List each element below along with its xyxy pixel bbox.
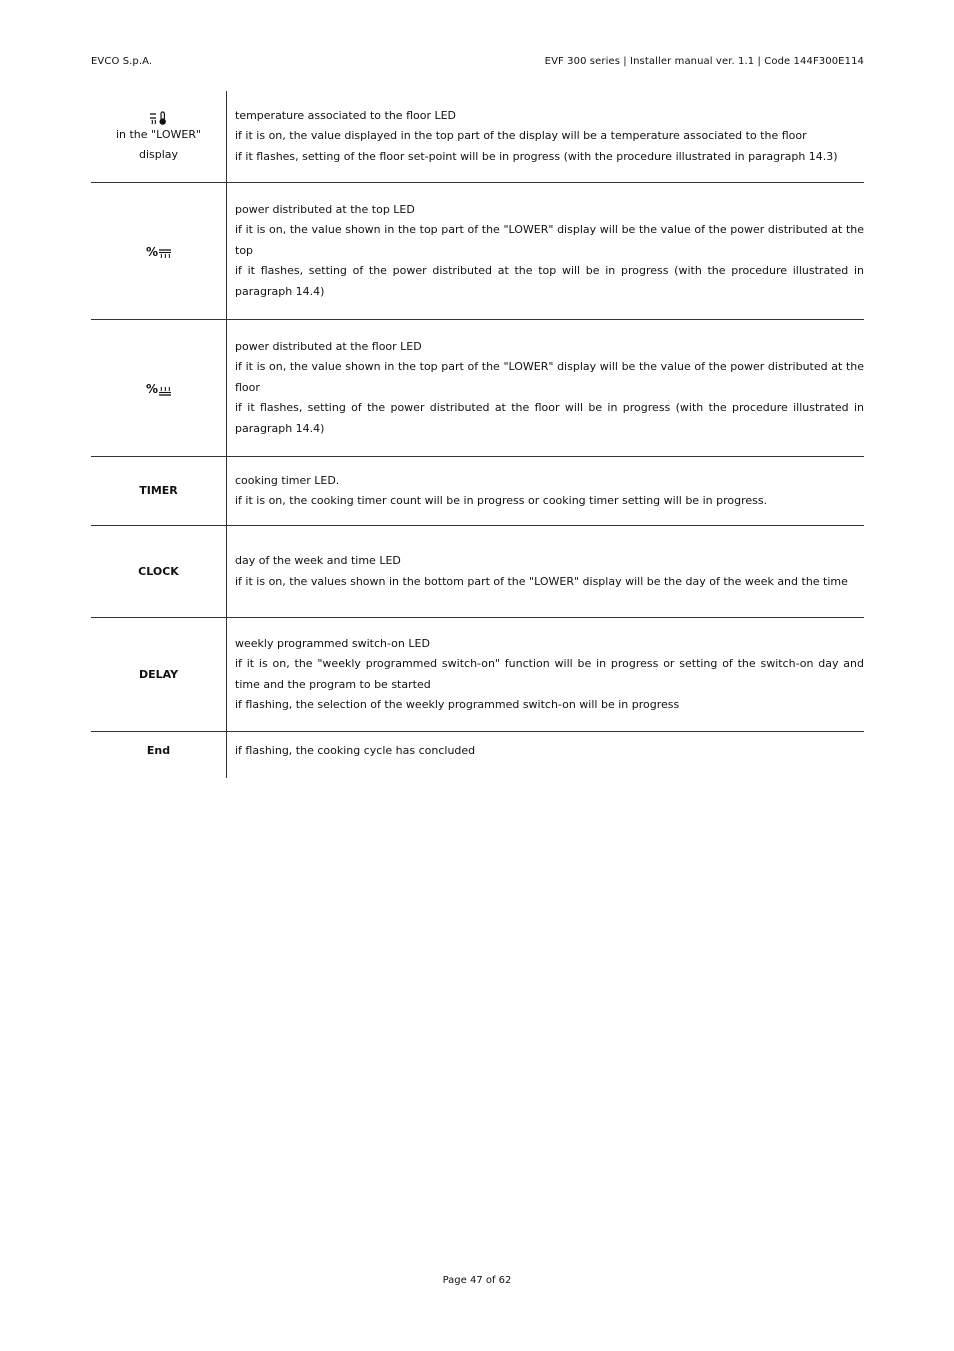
description-cell (227, 320, 864, 456)
description-cell (227, 618, 864, 731)
description-line: power distributed at the floor LED (235, 339, 422, 353)
description-line: day of the week and time LED (235, 554, 401, 567)
led-label-line: display (138, 147, 179, 161)
description-line: if it is on, the values shown in the bottom part of the "LOWER" display will be the day of the week and the time (235, 574, 848, 588)
table-row (91, 618, 864, 732)
table-row (91, 732, 864, 778)
led-table (91, 91, 864, 778)
description-cell (227, 91, 864, 182)
description-line: weekly programmed switch-on LED (235, 636, 430, 650)
table-row (91, 183, 864, 320)
led-cell (91, 91, 227, 182)
led-label: TIMER (139, 484, 178, 497)
led-label: DELAY (138, 667, 179, 681)
led-label: CLOCK (138, 564, 179, 578)
description-line: power distributed at the top LED (235, 202, 415, 216)
description-line: if it is on, the value shown in the top part of the "LOWER" display will be the value of the power distributed at the top (235, 223, 864, 257)
description-line: temperature associated to the floor LED (235, 108, 457, 122)
led-cell (91, 183, 227, 319)
description-line: if it flashes, setting of the power distributed at the top will be in progress (with the procedure illustrated in paragraph 14.4) (235, 264, 864, 298)
header-company: EVCO S.p.A. (91, 56, 153, 67)
description-line: if it flashes, setting of the power distributed at the floor will be in progress (with the procedure illustrated in paragraph 14.4) (235, 401, 864, 435)
description-cell (227, 183, 864, 319)
led-cell (91, 618, 227, 731)
description-line: if flashing, the selection of the weekly programmed switch-on will be in progress (235, 698, 680, 711)
description-cell (227, 457, 864, 525)
percent-symbol: % (145, 382, 159, 396)
description-cell (227, 526, 864, 617)
led-cell (91, 732, 227, 778)
percent-symbol: % (145, 245, 159, 259)
floor-power-icon (146, 380, 171, 396)
description-cell (227, 732, 864, 778)
led-cell (91, 526, 227, 617)
top-power-icon (146, 243, 171, 259)
table-row (91, 320, 864, 457)
description-line: if it is on, the cooking timer count will be in progress or cooking timer setting will be in progress. (235, 494, 768, 507)
description-line: if it flashes, setting of the floor set-point will be in progress (with the procedure illustrated in paragraph 14.3) (235, 149, 838, 163)
page-number: Page 47 of 62 (442, 1275, 512, 1286)
description-line: cooking timer LED. (235, 473, 340, 487)
description-line: if it is on, the "weekly programmed switch-on" function will be in progress or setting of the switch-on day and time and the program to be started (235, 657, 864, 691)
description-line: if flashing, the cooking cycle has concluded (235, 744, 476, 757)
description-line: if it is on, the value displayed in the top part of the display will be a temperature associated to the floor (235, 129, 807, 143)
led-label-line: in the "LOWER" (115, 127, 202, 141)
led-cell (91, 457, 227, 525)
header-doc-info: EVF 300 series | Installer manual ver. 1.1 | Code 144F300E114 (544, 56, 864, 67)
led-label: End (146, 744, 171, 757)
table-row (91, 526, 864, 618)
table-row (91, 91, 864, 183)
led-cell (91, 320, 227, 456)
description-line: if it is on, the value shown in the top part of the "LOWER" display will be the value of the power distributed at the floor (235, 360, 864, 394)
floor-temperature-icon (149, 109, 169, 125)
table-row (91, 457, 864, 526)
